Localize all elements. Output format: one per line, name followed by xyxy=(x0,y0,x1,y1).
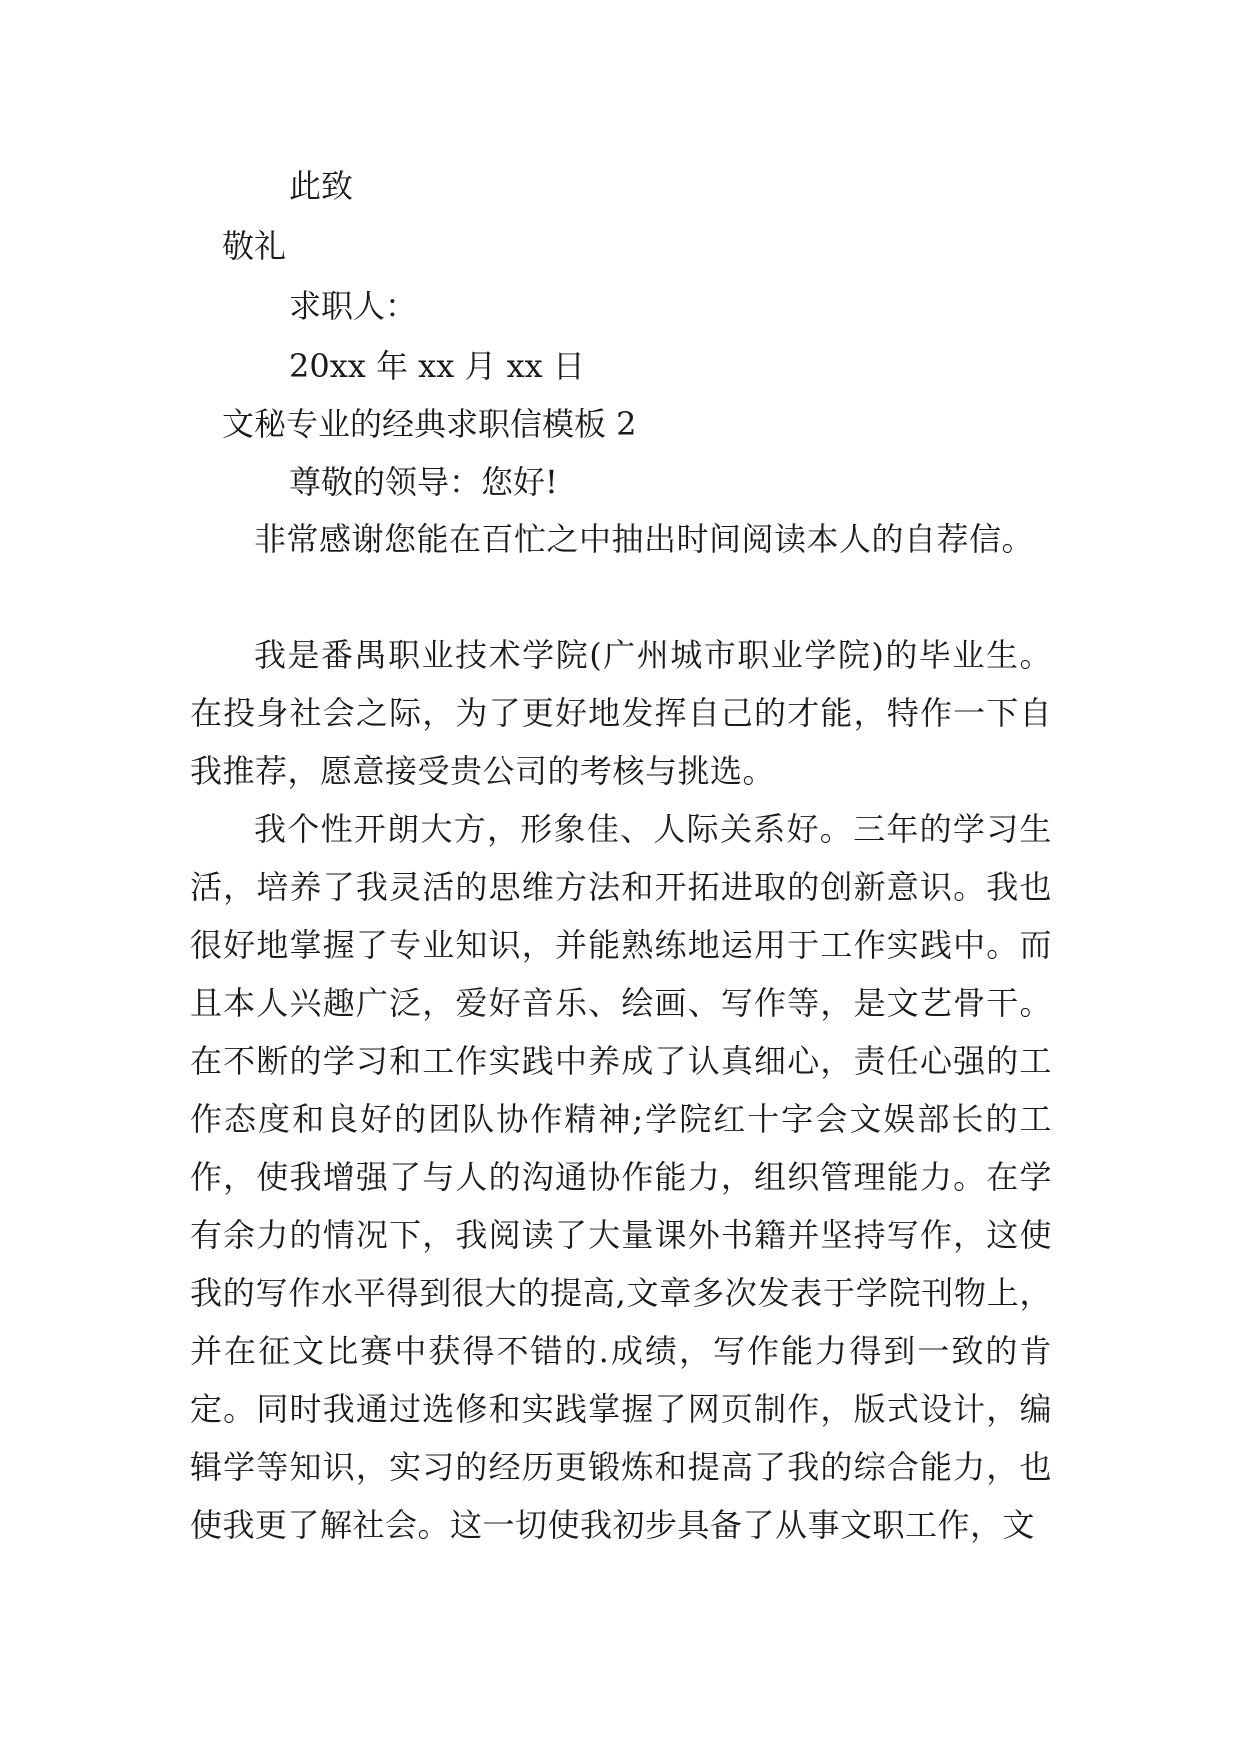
closing-salutation-jing-li: 敬礼 xyxy=(222,227,287,265)
section-title: 文秘专业的经典求职信模板 2 xyxy=(222,405,637,443)
applicant-label: 求职人： xyxy=(289,287,418,325)
letter-date: 20xx 年 xx 月 xx 日 xyxy=(289,347,585,385)
body-paragraph-personality: 我个性开朗大方，形象佳、人际关系好。三年的学习生活，培养了我灵活的思维方法和开拓进取的创新意识。我也很好地掌握了专业知识，并能熟练地运用于工作实践中。而且本人兴趣广泛，爱好音乐、绘画、写作等，是文艺骨干。在不断的学习和工作实践中养成了认真细心，责任心强的工作态度和良好的团队协作精神;学院红十字会文娱部长的工作，使我增强了与人的沟通协作能力，组织管理能力。在学有余力的情况下，我阅读了大量课外书籍并坚持写作，这使我的写作水平得到很大的提高,文章多次发表于学院刊物上，并在征文比赛中获得不错的.成绩，写作能力得到一致的肯定。同时我通过选修和实践掌握了网页制作，版式设计，编辑学等知识，实习的经历更锻炼和提高了我的综合能力，也使我更了解社会。这一切使我初步具备了从事文职工作，文 xyxy=(190,810,1052,1544)
body-paragraph-thanks: 非常感谢您能在百忙之中抽出时间阅读本人的自荐信。 xyxy=(254,520,1035,558)
closing-salutation-ci-zhi: 此致 xyxy=(289,167,354,205)
body-paragraph-introduction: 我是番禺职业技术学院(广州城市职业学院)的毕业生。在投身社会之际，为了更好地发挥自己的才能，特作一下自我推荐，愿意接受贵公司的考核与挑选。 xyxy=(190,636,1052,790)
letter-greeting: 尊敬的领导：您好! xyxy=(289,463,558,501)
